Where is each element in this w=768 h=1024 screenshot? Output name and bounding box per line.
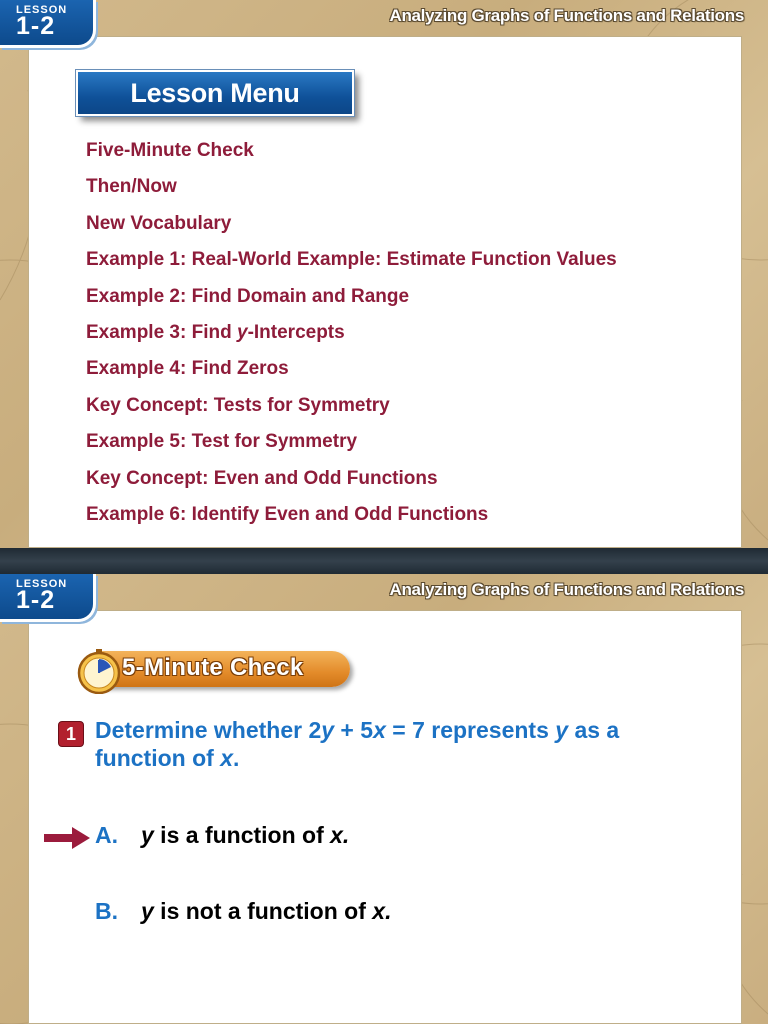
lesson-menu-list xyxy=(86,139,617,539)
correct-answer-arrow-icon xyxy=(44,826,92,850)
menu-item-example-1[interactable]: Example 1: Real-World Example: Estimate Function Values xyxy=(86,249,617,271)
lesson-number: 1-2 xyxy=(16,12,56,40)
question-var-4: x xyxy=(220,745,233,771)
answer-option-b[interactable] xyxy=(95,898,391,925)
menu-item-five-minute-check[interactable]: Five-Minute Check xyxy=(86,140,254,161)
menu-item-example-6[interactable]: Example 6: Identify Even and Odd Functions xyxy=(86,503,489,525)
slide-separator xyxy=(0,548,768,574)
menu-item-new-vocabulary[interactable]: New Vocabulary xyxy=(86,212,232,234)
check-banner-pill xyxy=(100,651,350,687)
header-bar xyxy=(88,574,768,608)
header-bar xyxy=(88,0,768,34)
question-var-1: y xyxy=(321,717,335,743)
lesson-label: LESSON xyxy=(16,4,68,16)
answer-b-object: x. xyxy=(372,898,392,924)
answer-a-subject: y xyxy=(141,822,154,848)
menu-item-example-3-var: y xyxy=(236,321,248,343)
question-part-1: Determine whether 2 xyxy=(95,717,322,743)
question-var-3: y xyxy=(555,717,569,743)
lesson-menu-title: Lesson Menu xyxy=(130,78,300,108)
five-minute-check-slide xyxy=(0,574,768,1024)
stopwatch-icon xyxy=(76,648,122,694)
menu-item-example-2[interactable]: Example 2: Find Domain and Range xyxy=(86,285,410,307)
menu-item-example-4[interactable]: Example 4: Find Zeros xyxy=(86,358,289,380)
five-minute-check-banner xyxy=(76,648,352,690)
lesson-title: Analyzing Graphs of Functions and Relations xyxy=(389,580,744,599)
answer-a-object: x. xyxy=(330,822,350,848)
menu-item-example-3-post: -Intercepts xyxy=(247,321,345,343)
answer-b-letter: B. xyxy=(95,898,118,924)
question-part-5: . xyxy=(232,745,240,771)
answer-a-text: is a function of xyxy=(153,822,331,848)
question-var-2: x xyxy=(373,717,386,743)
question-part-2: + 5 xyxy=(334,717,374,743)
answer-b-subject: y xyxy=(141,898,154,924)
answer-b-text: is not a function of xyxy=(153,898,373,924)
menu-item-example-5[interactable]: Example 5: Test for Symmetry xyxy=(86,431,358,453)
answer-option-a[interactable] xyxy=(95,822,349,849)
lesson-menu-banner xyxy=(76,70,354,116)
question-text xyxy=(95,716,715,772)
lesson-badge xyxy=(0,0,96,48)
question-number-badge: 1 xyxy=(58,721,84,747)
menu-item-key-concept-symmetry[interactable]: Key Concept: Tests for Symmetry xyxy=(86,394,390,416)
lesson-label: LESSON xyxy=(16,578,68,590)
menu-area xyxy=(28,36,742,548)
lesson-number: 1-2 xyxy=(16,586,56,614)
menu-item-then-now[interactable]: Then/Now xyxy=(86,176,177,198)
check-banner-title: 5-Minute Check xyxy=(122,654,304,681)
menu-item-example-3[interactable] xyxy=(86,321,617,357)
menu-item-key-concept-even-odd[interactable]: Key Concept: Even and Odd Functions xyxy=(86,467,438,489)
question-part-3: = 7 represents xyxy=(385,717,556,743)
answer-a-letter: A. xyxy=(95,822,118,848)
menu-item-example-3-pre: Example 3: Find xyxy=(86,321,237,343)
lesson-badge xyxy=(0,574,96,622)
lesson-title: Analyzing Graphs of Functions and Relations xyxy=(389,6,744,25)
question-part-4: as a function of xyxy=(95,717,620,771)
